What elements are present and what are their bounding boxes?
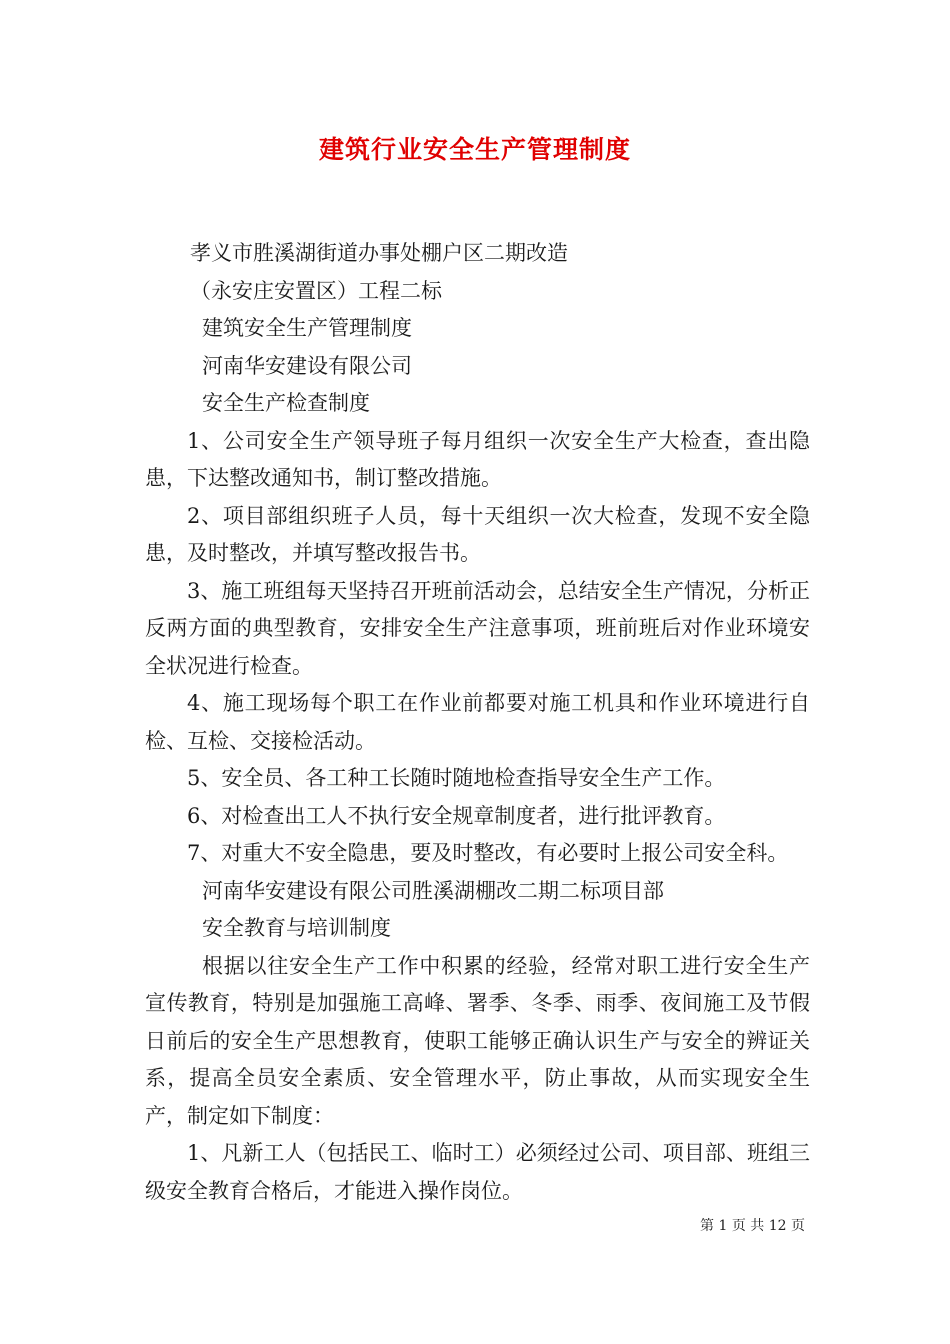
header-line-company: 河南华安建设有限公司 (202, 353, 412, 378)
education-intro-paragraph: 根据以往安全生产工作中积累的经验，经常对职工进行安全生产宣传教育，特别是加强施工高峰、署季、冬季、雨季、夜间施工及节假日前后的安全生产思想教育，使职工能够正确认识生产与安全的辨证关系，提高全员安全素质、安全管理水平，防止事故，从而实现安全生产，制定如下制度： (145, 953, 810, 1128)
header-line-project: 孝义市胜溪湖街道办事处棚户区二期改造 (190, 241, 568, 265)
education-item: 1、凡新工人（包括民工、临时工）必须经过公司、项目部、班组三级安全教育合格后，才能进入操作岗位。 (145, 1141, 810, 1203)
section-heading-education: 安全教育与培训制度 (202, 916, 391, 940)
section-heading-inspection: 安全生产检查制度 (202, 391, 370, 415)
inspection-item: 1、公司安全生产领导班子每月组织一次安全生产大检查，查出隐患，下达整改通知书，制订整改措施。 (145, 428, 810, 490)
signature-line: 河南华安建设有限公司胜溪湖棚改二期二标项目部 (202, 878, 664, 903)
header-line-doc-name: 建筑安全生产管理制度 (202, 316, 412, 340)
document-title: 建筑行业安全生产管理制度 (318, 135, 631, 164)
document-body (145, 235, 810, 1210)
inspection-item: 5、安全员、各工种工长随时随地检查指导安全生产工作。 (187, 766, 726, 790)
page-number: 第 1 页 共 12 页 (700, 1218, 805, 1234)
header-line-section: （永安庄安置区）工程二标 (190, 278, 442, 303)
inspection-item: 6、对检查出工人不执行安全规章制度者，进行批评教育。 (187, 803, 726, 828)
inspection-item: 3、施工班组每天坚持召开班前活动会，总结安全生产情况，分析正反两方面的典型教育，安排安全生产注意事项，班前班后对作业环境安全状况进行检查。 (145, 578, 810, 678)
inspection-item: 2、项目部组织班子人员，每十天组织一次大检查，发现不安全隐患，及时整改，并填写整改报告书。 (145, 503, 810, 565)
inspection-item: 4、施工现场每个职工在作业前都要对施工机具和作业环境进行自检、互检、交接检活动。 (145, 691, 810, 753)
inspection-item: 7、对重大不安全隐患，要及时整改，有必要时上报公司安全科。 (187, 841, 789, 865)
